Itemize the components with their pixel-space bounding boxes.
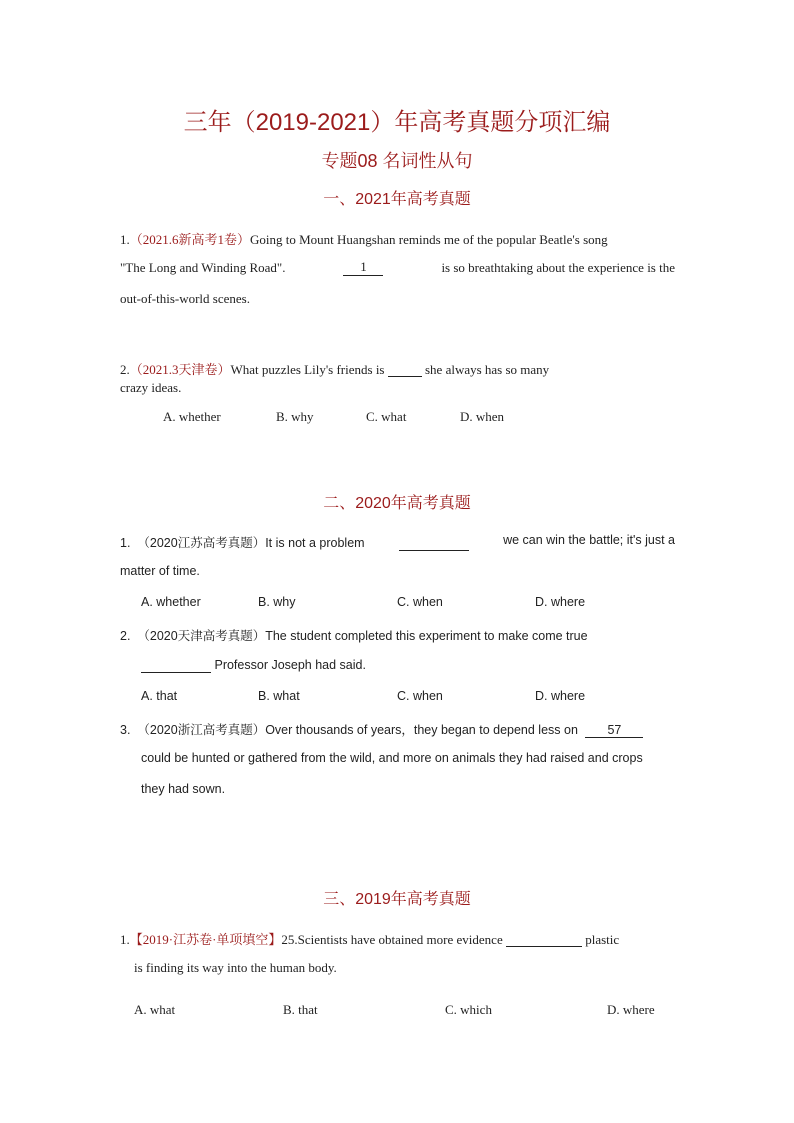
section-heading-2020: 二、2020年高考真题 (323, 495, 471, 512)
question-source: （2020浙江高考真题） (137, 723, 266, 737)
option-c: C. when (397, 595, 443, 609)
answer-blank (399, 533, 469, 551)
question-2021-1-line3: out-of-this-world scenes. (120, 291, 250, 306)
question-2020-1-line2: matter of time. (120, 564, 200, 578)
question-source: （2020江苏高考真题） (137, 536, 266, 550)
page-subtitle: 专题08 名词性从句 (321, 151, 473, 171)
question-text: Over thousands of years，they began to depend less on (265, 723, 578, 737)
question-number: 1. (120, 536, 131, 550)
page-title: 三年（2019-2021）年高考真题分项汇编 (183, 109, 611, 136)
question-source: 【2019·江苏卷·单项填空】 (129, 932, 282, 947)
answer-blank: 57 (585, 724, 643, 738)
question-text: "The Long and Winding Road". (120, 260, 286, 275)
option-a: A. that (141, 689, 178, 703)
question-number: 2. (120, 362, 130, 377)
question-2020-3-line1 (120, 720, 643, 738)
question-number: 2. (120, 629, 131, 643)
option-b: B. why (276, 409, 314, 424)
question-2020-2-line2 (141, 658, 366, 673)
question-source: （2021.3天津卷） (129, 362, 231, 377)
answer-blank: 1 (343, 260, 383, 276)
option-d: D. where (535, 595, 586, 609)
question-text: plastic (585, 932, 620, 947)
option-a: A. what (134, 1002, 176, 1017)
answer-blank (388, 363, 422, 377)
option-c: C. when (397, 689, 443, 703)
question-text: The student completed this experiment to make come true (265, 629, 588, 643)
question-2021-1-line1 (120, 229, 608, 248)
question-2021-2-line2: crazy ideas. (120, 380, 182, 395)
question-text: What puzzles Lily's friends is (230, 362, 385, 377)
option-b: B. why (258, 595, 296, 609)
answer-blank (506, 933, 582, 947)
option-b: B. that (283, 1002, 318, 1017)
question-text: Going to Mount Huangshan reminds me of the popular Beatle's song (250, 232, 608, 247)
option-d: D. when (460, 409, 505, 424)
question-text: we can win the battle; it's just a (503, 533, 675, 547)
question-number: 1. (120, 232, 130, 247)
question-text: she always has so many (424, 362, 550, 377)
question-2020-2-line1 (120, 626, 588, 644)
question-2021-2-line1 (120, 359, 549, 378)
question-text: 25.Scientists have obtained more evidence (281, 932, 503, 947)
option-c: C. what (366, 409, 407, 424)
question-text: is so breathtaking about the experience is the (441, 260, 675, 275)
answer-blank (141, 659, 211, 673)
question-2020-1-line1 (120, 533, 675, 551)
question-2020-3-line2: could be hunted or gathered from the wild, and more on animals they had raised and crops (141, 751, 643, 765)
question-text: It is not a problem (265, 536, 365, 550)
option-d: D. where (535, 689, 586, 703)
option-b: B. what (258, 689, 300, 703)
question-text: Professor Joseph had said. (214, 658, 366, 672)
option-d: D. where (607, 1002, 655, 1017)
section-heading-2021: 一、2021年高考真题 (323, 191, 471, 208)
question-source: （2020天津高考真题） (137, 629, 266, 643)
question-number: 1. (120, 932, 130, 947)
option-c: C. which (445, 1002, 492, 1017)
option-a: A. whether (141, 595, 201, 609)
question-2020-3-line3: they had sown. (141, 782, 226, 796)
question-2019-1-line1 (120, 929, 619, 948)
question-number: 3. (120, 723, 131, 737)
section-heading-2019: 三、2019年高考真题 (323, 891, 471, 908)
question-2021-1-line2 (120, 260, 675, 276)
question-2019-1-line2: is finding its way into the human body. (134, 960, 337, 975)
option-a: A. whether (163, 409, 221, 424)
question-source: （2021.6新高考1卷） (129, 232, 251, 247)
